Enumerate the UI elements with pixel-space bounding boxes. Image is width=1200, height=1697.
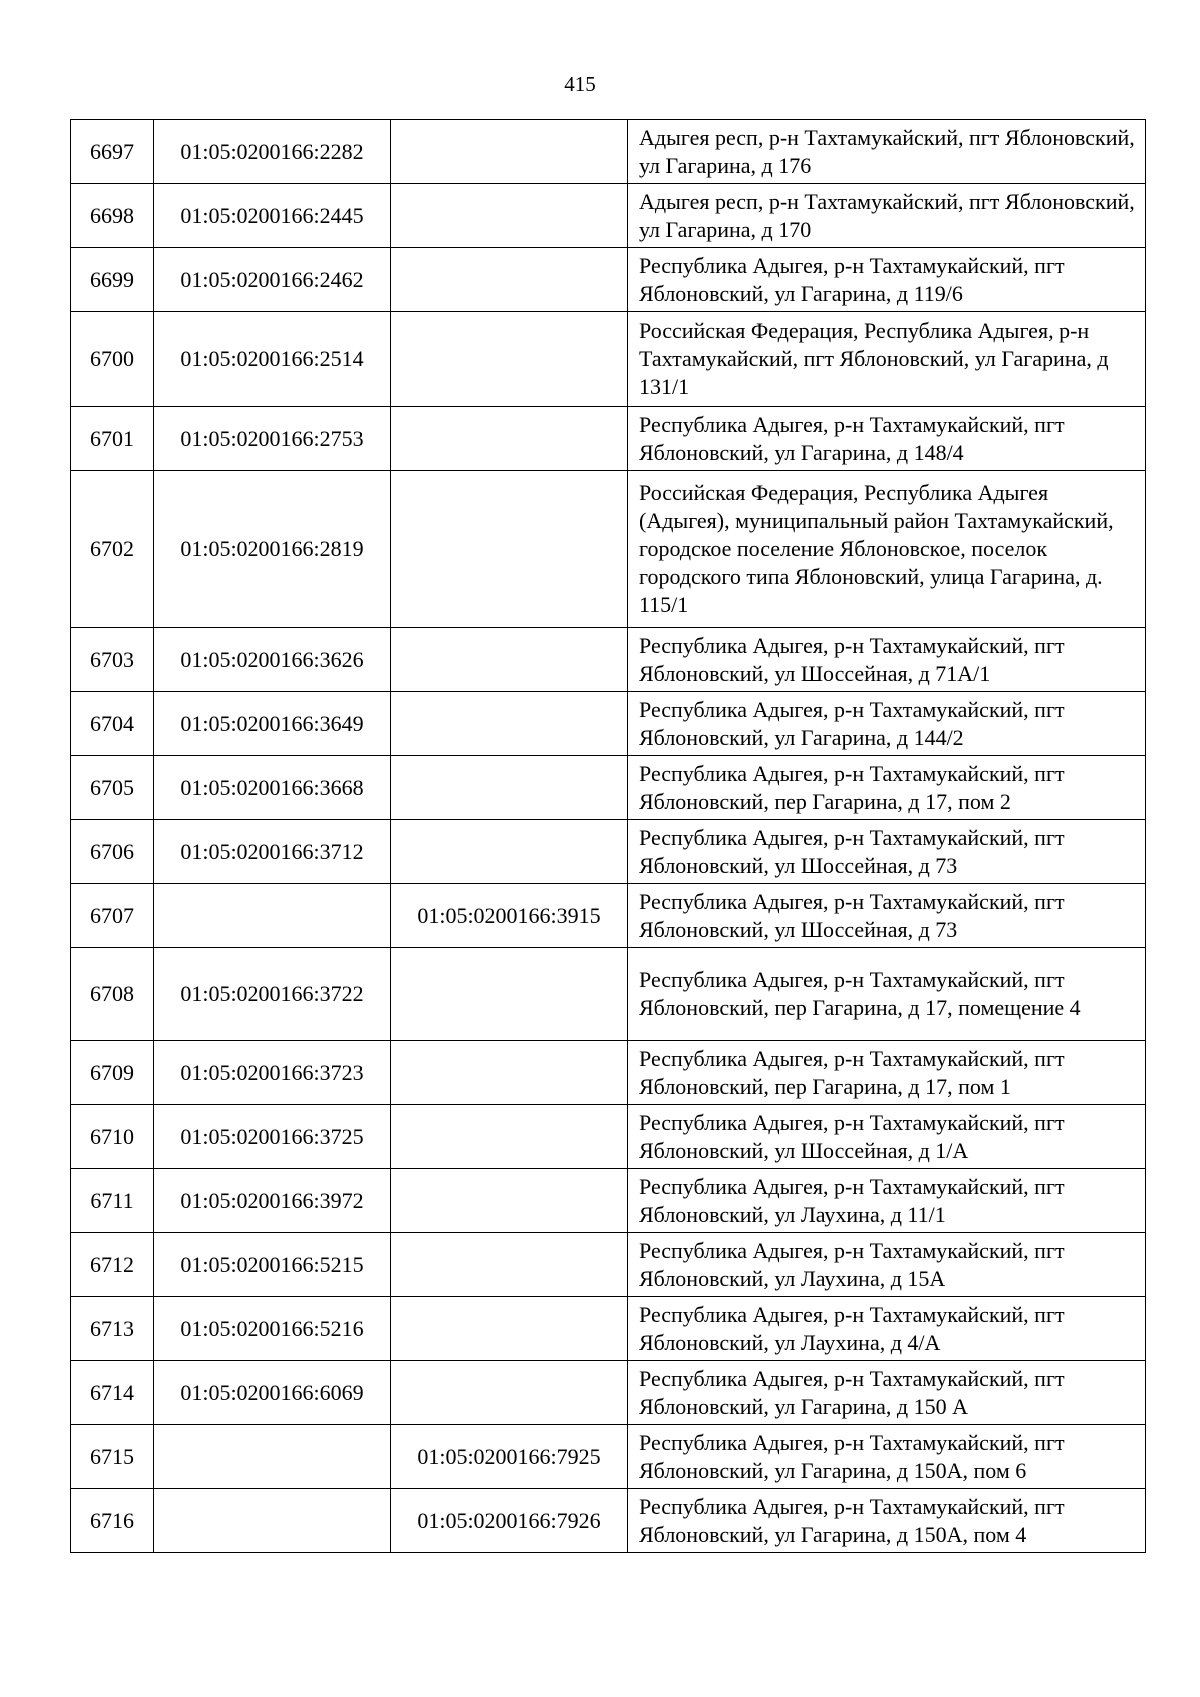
table-row [71, 1425, 1146, 1489]
table-row [71, 820, 1146, 884]
table-row [71, 248, 1146, 312]
cadastral-number-secondary [391, 312, 628, 407]
table-row [71, 1169, 1146, 1233]
cadastral-number-secondary [391, 948, 628, 1041]
cadastral-number [154, 884, 391, 948]
address: Республика Адыгея, р-н Тахтамукайский, пгт Яблоновский, ул Гагарина, д 150А, пом 6 [628, 1425, 1146, 1489]
page-number: 415 [564, 72, 596, 96]
cadastral-number: 01:05:0200166:5216 [154, 1297, 391, 1361]
cadastral-number-secondary [391, 1105, 628, 1169]
cadastral-number-secondary [391, 120, 628, 184]
row-number: 6700 [71, 312, 154, 407]
row-number: 6707 [71, 884, 154, 948]
cadastral-number-secondary [391, 1233, 628, 1297]
row-number: 6710 [71, 1105, 154, 1169]
row-number: 6704 [71, 692, 154, 756]
table-row [71, 1361, 1146, 1425]
cadastral-number-secondary [391, 184, 628, 248]
cadastral-number: 01:05:0200166:2514 [154, 312, 391, 407]
address: Республика Адыгея, р-н Тахтамукайский, пгт Яблоновский, пер Гагарина, д 17, помещение 4 [628, 948, 1146, 1041]
cadastral-number: 01:05:0200166:2445 [154, 184, 391, 248]
cadastral-number: 01:05:0200166:6069 [154, 1361, 391, 1425]
address: Российская Федерация, Республика Адыгея, р-н Тахтамукайский, пгт Яблоновский, ул Гагарина, д 131/1 [628, 312, 1146, 407]
table-row [71, 1105, 1146, 1169]
row-number: 6701 [71, 407, 154, 471]
cadastral-number: 01:05:0200166:3649 [154, 692, 391, 756]
address: Адыгея респ, р-н Тахтамукайский, пгт Яблоновский, ул Гагарина, д 176 [628, 120, 1146, 184]
address: Республика Адыгея, р-н Тахтамукайский, пгт Яблоновский, ул Лаухина, д 15А [628, 1233, 1146, 1297]
cadastral-number: 01:05:0200166:3972 [154, 1169, 391, 1233]
cadastral-number-secondary [391, 756, 628, 820]
address: Республика Адыгея, р-н Тахтамукайский, пгт Яблоновский, пер Гагарина, д 17, пом 2 [628, 756, 1146, 820]
cadastral-number-secondary [391, 1041, 628, 1105]
row-number: 6711 [71, 1169, 154, 1233]
cadastral-number: 01:05:0200166:3723 [154, 1041, 391, 1105]
row-number: 6697 [71, 120, 154, 184]
address: Республика Адыгея, р-н Тахтамукайский, пгт Яблоновский, ул Шоссейная, д 1/А [628, 1105, 1146, 1169]
cadastral-number-secondary [391, 248, 628, 312]
cadastral-number: 01:05:0200166:5215 [154, 1233, 391, 1297]
cadastral-number: 01:05:0200166:2819 [154, 471, 391, 628]
table-row [71, 948, 1146, 1041]
row-number: 6699 [71, 248, 154, 312]
cadastral-number-secondary [391, 692, 628, 756]
address: Республика Адыгея, р-н Тахтамукайский, пгт Яблоновский, ул Лаухина, д 11/1 [628, 1169, 1146, 1233]
address: Республика Адыгея, р-н Тахтамукайский, пгт Яблоновский, ул Гагарина, д 119/6 [628, 248, 1146, 312]
registry-table [70, 119, 1146, 1553]
cadastral-number: 01:05:0200166:3626 [154, 628, 391, 692]
address: Республика Адыгея, р-н Тахтамукайский, пгт Яблоновский, ул Лаухина, д 4/А [628, 1297, 1146, 1361]
cadastral-number: 01:05:0200166:2753 [154, 407, 391, 471]
address: Республика Адыгея, р-н Тахтамукайский, пгт Яблоновский, ул Гагарина, д 148/4 [628, 407, 1146, 471]
table-row [71, 312, 1146, 407]
cadastral-number-secondary [391, 471, 628, 628]
row-number: 6715 [71, 1425, 154, 1489]
row-number: 6714 [71, 1361, 154, 1425]
cadastral-number: 01:05:0200166:3722 [154, 948, 391, 1041]
table-row [71, 1297, 1146, 1361]
cadastral-number: 01:05:0200166:2282 [154, 120, 391, 184]
row-number: 6713 [71, 1297, 154, 1361]
cadastral-number-secondary [391, 407, 628, 471]
table-row [71, 1489, 1146, 1553]
row-number: 6706 [71, 820, 154, 884]
cadastral-number-secondary [391, 1169, 628, 1233]
row-number: 6708 [71, 948, 154, 1041]
table-row [71, 628, 1146, 692]
cadastral-number: 01:05:0200166:3725 [154, 1105, 391, 1169]
address: Республика Адыгея, р-н Тахтамукайский, пгт Яблоновский, ул Шоссейная, д 71А/1 [628, 628, 1146, 692]
cadastral-number [154, 1425, 391, 1489]
cadastral-number-secondary: 01:05:0200166:3915 [391, 884, 628, 948]
cadastral-number [154, 1489, 391, 1553]
table-row [71, 692, 1146, 756]
row-number: 6705 [71, 756, 154, 820]
row-number: 6702 [71, 471, 154, 628]
row-number: 6703 [71, 628, 154, 692]
table-row [71, 756, 1146, 820]
row-number: 6709 [71, 1041, 154, 1105]
address: Республика Адыгея, р-н Тахтамукайский, пгт Яблоновский, ул Гагарина, д 150А, пом 4 [628, 1489, 1146, 1553]
address: Республика Адыгея, р-н Тахтамукайский, пгт Яблоновский, пер Гагарина, д 17, пом 1 [628, 1041, 1146, 1105]
row-number: 6712 [71, 1233, 154, 1297]
table-row [71, 1041, 1146, 1105]
table-row [71, 1233, 1146, 1297]
cadastral-number-secondary [391, 628, 628, 692]
address: Республика Адыгея, р-н Тахтамукайский, пгт Яблоновский, ул Гагарина, д 144/2 [628, 692, 1146, 756]
cadastral-number-secondary [391, 1361, 628, 1425]
cadastral-number: 01:05:0200166:2462 [154, 248, 391, 312]
cadastral-number-secondary: 01:05:0200166:7926 [391, 1489, 628, 1553]
cadastral-number-secondary [391, 1297, 628, 1361]
address: Российская Федерация, Республика Адыгея (Адыгея), муниципальный район Тахтамукайский, городское поселение Яблоновское, поселок городского типа Яблоновский, улица Гагарина, д. 115/1 [628, 471, 1146, 628]
table-row [71, 884, 1146, 948]
table-row [71, 471, 1146, 628]
address: Республика Адыгея, р-н Тахтамукайский, пгт Яблоновский, ул Гагарина, д 150 А [628, 1361, 1146, 1425]
cadastral-number-secondary: 01:05:0200166:7925 [391, 1425, 628, 1489]
cadastral-number: 01:05:0200166:3668 [154, 756, 391, 820]
cadastral-number-secondary [391, 820, 628, 884]
address: Республика Адыгея, р-н Тахтамукайский, пгт Яблоновский, ул Шоссейная, д 73 [628, 884, 1146, 948]
address: Адыгея респ, р-н Тахтамукайский, пгт Яблоновский, ул Гагарина, д 170 [628, 184, 1146, 248]
table-row [71, 120, 1146, 184]
table-row [71, 407, 1146, 471]
row-number: 6698 [71, 184, 154, 248]
cadastral-number: 01:05:0200166:3712 [154, 820, 391, 884]
row-number: 6716 [71, 1489, 154, 1553]
address: Республика Адыгея, р-н Тахтамукайский, пгт Яблоновский, ул Шоссейная, д 73 [628, 820, 1146, 884]
table-row [71, 184, 1146, 248]
